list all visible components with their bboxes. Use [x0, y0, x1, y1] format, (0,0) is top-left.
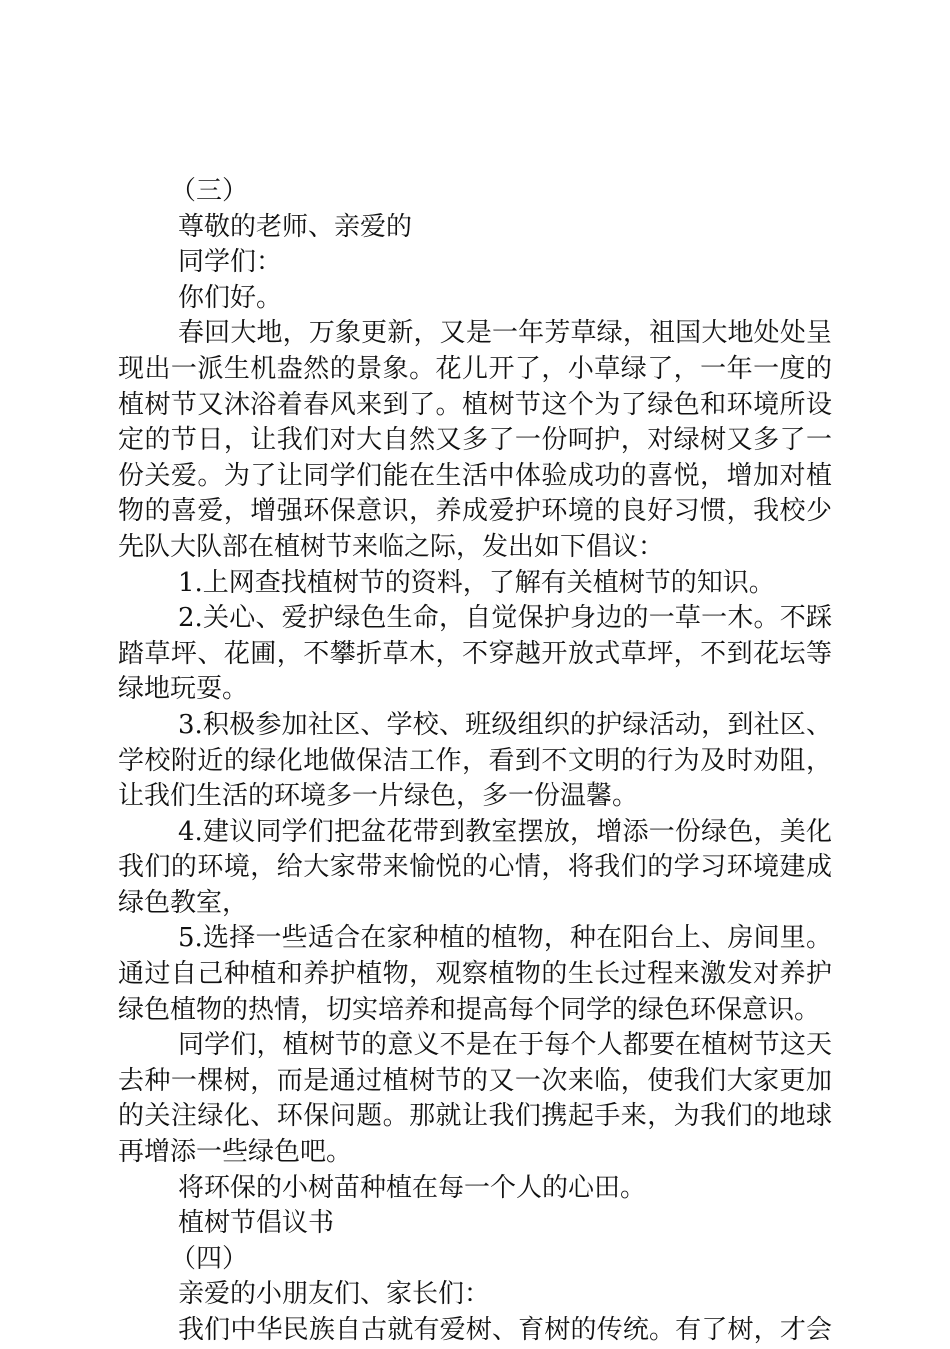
- text-line: [118, 388, 832, 424]
- text-line: [118, 815, 832, 851]
- text-line: [118, 744, 832, 780]
- text-line: [118, 779, 832, 815]
- text-line: [118, 921, 832, 957]
- text-line-content: 去种一棵树，而是通过植树节的又一次来临，使我们大家更加: [118, 1065, 832, 1096]
- text-line-content: 绿色植物的热情，切实培养和提高每个同学的绿色环保意识。: [118, 994, 821, 1025]
- text-line-content: 3.积极参加社区、学校、班级组织的护绿活动，到社区、: [178, 709, 832, 740]
- text-line: [118, 672, 832, 708]
- text-line-content: 将环保的小树苗种植在每一个人的心田。: [178, 1172, 647, 1203]
- text-line-content: 先队大队部在植树节来临之际，发出如下倡议：: [118, 531, 665, 562]
- text-line: [118, 1313, 832, 1349]
- text-line-content: 的关注绿化、环保问题。那就让我们携起手来，为我们的地球: [118, 1101, 832, 1132]
- text-line: [118, 1064, 832, 1100]
- text-line: [118, 1171, 832, 1207]
- text-line: [118, 1028, 832, 1064]
- text-line: [118, 1277, 832, 1313]
- text-line: [118, 316, 832, 352]
- text-line-content: 我们中华民族自古就有爱树、育树的传统。有了树，才会: [178, 1315, 832, 1345]
- text-line-content: 让我们生活的环境多一片绿色，多一份温馨。: [118, 781, 639, 812]
- text-line: [118, 566, 832, 602]
- text-line: [118, 459, 832, 495]
- text-line: [118, 708, 832, 744]
- text-line: [118, 886, 832, 922]
- text-line: [118, 993, 832, 1029]
- text-line-content: 1.上网查找植树节的资料，了解有关植树节的知识。: [178, 567, 775, 598]
- text-line: [118, 210, 832, 246]
- text-line: [118, 174, 832, 210]
- text-line-content: 现出一派生机盎然的景象。花儿开了，小草绿了，一年一度的: [118, 353, 832, 384]
- text-line: [118, 281, 832, 317]
- text-line-content: 同学们：: [178, 247, 283, 278]
- text-line-content: 植树节又沐浴着春风来到了。植树节这个为了绿色和环境所设: [118, 389, 832, 420]
- text-line: [118, 601, 832, 637]
- text-line-content: 同学们，植树节的意义不是在于每个人都要在植树节这天: [178, 1030, 832, 1061]
- text-line-content: 学校附近的绿化地做保洁工作，看到不文明的行为及时劝阻，: [118, 745, 832, 776]
- text-line-content: 再增添一些绿色吧。: [118, 1137, 353, 1168]
- text-line-content: 4.建议同学们把盆花带到教室摆放，增添一份绿色，美化: [178, 816, 832, 847]
- text-line-content: 物的喜爱，增强环保意识，养成爱护环境的良好习惯，我校少: [118, 496, 832, 527]
- text-line: [118, 1206, 832, 1242]
- text-line-content: 2.关心、爱护绿色生命，自觉保护身边的一草一木。不踩: [178, 603, 832, 634]
- text-line-content: 绿地玩耍。: [118, 674, 249, 705]
- text-line: [118, 352, 832, 388]
- text-line-content: 亲爱的小朋友们、家长们：: [178, 1279, 491, 1310]
- text-line: [118, 245, 832, 281]
- text-line-content: 春回大地，万象更新，又是一年芳草绿，祖国大地处处呈: [178, 318, 832, 349]
- text-line-content: 份关爱。为了让同学们能在生活中体验成功的喜悦，增加对植: [118, 460, 832, 491]
- text-line-content: 踏草坪、花圃，不攀折草木，不穿越开放式草坪，不到花坛等: [118, 638, 832, 669]
- text-line: [118, 1099, 832, 1135]
- text-line: [118, 1135, 832, 1171]
- text-line: [118, 850, 832, 886]
- document-body: [118, 174, 832, 1349]
- text-line-content: 5.选择一些适合在家种植的植物，种在阳台上、房间里。: [178, 923, 832, 954]
- text-line: [118, 494, 832, 530]
- text-line-content: 你们好。: [178, 282, 283, 313]
- text-line-content: 尊敬的老师、亲爱的: [178, 211, 413, 242]
- text-line: [118, 1242, 832, 1278]
- text-line-content: （三）: [170, 176, 249, 206]
- text-line-content: 我们的环境，给大家带来愉悦的心情，将我们的学习环境建成: [118, 852, 832, 883]
- text-line-content: 通过自己种植和养护植物，观察植物的生长过程来激发对养护: [118, 959, 832, 990]
- text-line: [118, 530, 832, 566]
- text-line: [118, 423, 832, 459]
- text-line: [118, 637, 832, 673]
- text-line-content: （四）: [170, 1243, 249, 1274]
- text-line-content: 绿色教室，: [118, 887, 249, 918]
- text-line: [118, 957, 832, 993]
- text-line-content: 植树节倡议书: [178, 1208, 335, 1239]
- text-line-content: 定的节日，让我们对大自然又多了一份呵护，对绿树又多了一: [118, 425, 832, 456]
